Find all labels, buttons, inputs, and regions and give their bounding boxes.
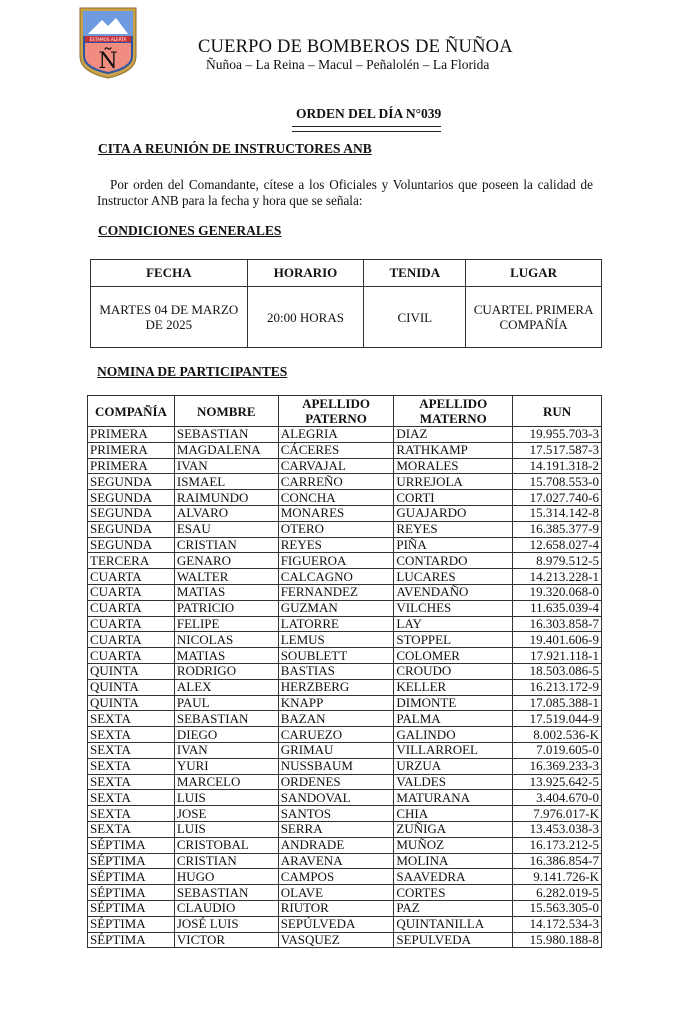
order-title-underline [292,126,441,132]
cell-apellido-materno: REYES [394,521,513,537]
cell-apellido-paterno: RIUTOR [278,900,394,916]
cell-run: 15.980.188-8 [513,932,602,948]
cell-nombre: RAIMUNDO [174,490,278,506]
cell-nombre: IVAN [174,458,278,474]
cell-apellido-materno: URREJOLA [394,474,513,490]
table-row [88,711,602,727]
cell-nombre: ALVARO [174,505,278,521]
cell-tenida: CIVIL [364,287,466,348]
cell-apellido-paterno: HERZBERG [278,679,394,695]
conditions-heading: CONDICIONES GENERALES [98,223,282,238]
cell-compania: QUINTA [88,663,175,679]
table-row [88,900,602,916]
cell-apellido-materno: CORTES [394,885,513,901]
cell-apellido-paterno: ANDRADE [278,837,394,853]
cell-nombre: NICOLAS [174,632,278,648]
header-apellido-paterno: APELLIDO PATERNO [278,396,394,427]
cell-run: 8.979.512-5 [513,553,602,569]
table-row [88,790,602,806]
cell-run: 8.002.536-K [513,727,602,743]
table-row [88,427,602,443]
cell-compania: SEGUNDA [88,490,175,506]
cell-nombre: ALEX [174,679,278,695]
table-row [88,821,602,837]
participants-body [88,427,602,948]
cell-apellido-paterno: CONCHA [278,490,394,506]
cell-run: 9.141.726-K [513,869,602,885]
cell-apellido-materno: MUÑOZ [394,837,513,853]
cell-nombre: ISMAEL [174,474,278,490]
cell-apellido-paterno: CARUEZO [278,727,394,743]
cell-apellido-materno: VILLARROEL [394,742,513,758]
cell-compania: SÉPTIMA [88,837,175,853]
cell-compania: SEGUNDA [88,537,175,553]
cell-compania: PRIMERA [88,458,175,474]
logo-letter: Ñ [98,49,118,74]
cell-compania: SEXTA [88,742,175,758]
cell-apellido-paterno: CAMPOS [278,869,394,885]
cell-run: 14.191.318-2 [513,458,602,474]
cell-apellido-materno: DIAZ [394,427,513,443]
cell-apellido-paterno: SANTOS [278,806,394,822]
cell-nombre: RODRIGO [174,663,278,679]
organization-name: CUERPO DE BOMBEROS DE ÑUÑOA [198,37,513,57]
table-row [88,853,602,869]
fire-department-crest-logo [78,6,138,80]
cell-run: 17.519.044-9 [513,711,602,727]
cell-apellido-paterno: SERRA [278,821,394,837]
cell-compania: SÉPTIMA [88,885,175,901]
header-lugar: LUGAR [466,260,602,287]
order-title: ORDEN DEL DÍA N°039 [296,106,442,121]
cell-nombre: MATIAS [174,648,278,664]
communes-line: Ñuñoa – La Reina – Macul – Peñalolén – La Florida [206,57,490,72]
meeting-heading: CITA A REUNIÓN DE INSTRUCTORES ANB [98,141,372,156]
cell-nombre: VICTOR [174,932,278,948]
cell-compania: TERCERA [88,553,175,569]
cell-compania: SEXTA [88,711,175,727]
table-row [88,758,602,774]
cell-apellido-paterno: ORDENES [278,774,394,790]
table-row [88,695,602,711]
cell-nombre: CRISTOBAL [174,837,278,853]
cell-apellido-paterno: BAZAN [278,711,394,727]
cell-compania: SEGUNDA [88,505,175,521]
header-run: RUN [513,396,602,427]
cell-apellido-paterno: NUSSBAUM [278,758,394,774]
cell-apellido-materno: RATHKAMP [394,442,513,458]
cell-apellido-paterno: MONARES [278,505,394,521]
cell-nombre: HUGO [174,869,278,885]
cell-nombre: SEBASTIAN [174,427,278,443]
cell-apellido-materno: AVENDAÑO [394,584,513,600]
cell-apellido-materno: COLOMER [394,648,513,664]
cell-apellido-materno: CONTARDO [394,553,513,569]
cell-apellido-materno: CROUDO [394,663,513,679]
table-row [88,648,602,664]
cell-apellido-paterno: KNAPP [278,695,394,711]
cell-nombre: FELIPE [174,616,278,632]
cell-run: 7.976.017-K [513,806,602,822]
cell-compania: SÉPTIMA [88,900,175,916]
cell-run: 12.658.027-4 [513,537,602,553]
cell-run: 7.019.605-0 [513,742,602,758]
cell-apellido-materno: SEPULVEDA [394,932,513,948]
cell-apellido-materno: LAY [394,616,513,632]
participants-heading: NOMINA DE PARTICIPANTES [97,364,288,379]
table-row [88,458,602,474]
cell-apellido-paterno: OTERO [278,521,394,537]
conditions-row [91,287,602,348]
cell-apellido-materno: URZUA [394,758,513,774]
table-row [88,727,602,743]
cell-compania: CUARTA [88,600,175,616]
cell-run: 16.385.377-9 [513,521,602,537]
table-row [88,584,602,600]
table-row [88,869,602,885]
cell-run: 17.921.118-1 [513,648,602,664]
cell-apellido-paterno: SANDOVAL [278,790,394,806]
table-row [88,537,602,553]
cell-apellido-paterno: ALEGRIA [278,427,394,443]
conditions-header-row [91,260,602,287]
cell-run: 11.635.039-4 [513,600,602,616]
cell-nombre: LUIS [174,821,278,837]
meeting-paragraph: Por orden del Comandante, cítese a los Oficiales y Voluntarios que poseen la calidad de Instructor ANB para la fecha y hora que se señala: [97,177,593,208]
cell-nombre: SEBASTIAN [174,711,278,727]
cell-apellido-paterno: CÁCERES [278,442,394,458]
cell-apellido-materno: SAAVEDRA [394,869,513,885]
cell-compania: PRIMERA [88,442,175,458]
cell-nombre: CLAUDIO [174,900,278,916]
cell-apellido-paterno: LATORRE [278,616,394,632]
cell-nombre: MAGDALENA [174,442,278,458]
table-row [88,679,602,695]
cell-apellido-paterno: FIGUEROA [278,553,394,569]
cell-apellido-materno: PALMA [394,711,513,727]
cell-run: 17.085.388-1 [513,695,602,711]
cell-apellido-paterno: ARAVENA [278,853,394,869]
cell-nombre: JOSE [174,806,278,822]
cell-run: 19.320.068-0 [513,584,602,600]
cell-run: 15.708.553-0 [513,474,602,490]
cell-compania: SEGUNDA [88,521,175,537]
cell-apellido-materno: STOPPEL [394,632,513,648]
cell-apellido-paterno: BASTIAS [278,663,394,679]
cell-fecha: MARTES 04 DE MARZO DE 2025 [91,287,248,348]
cell-apellido-paterno: VASQUEZ [278,932,394,948]
cell-nombre: SEBASTIAN [174,885,278,901]
cell-apellido-materno: MATURANA [394,790,513,806]
cell-apellido-materno: PIÑA [394,537,513,553]
table-row [88,632,602,648]
cell-compania: CUARTA [88,569,175,585]
cell-run: 14.213.228-1 [513,569,602,585]
cell-run: 18.503.086-5 [513,663,602,679]
cell-compania: CUARTA [88,648,175,664]
cell-nombre: DIEGO [174,727,278,743]
cell-compania: CUARTA [88,584,175,600]
cell-apellido-materno: MORALES [394,458,513,474]
table-row [88,474,602,490]
table-row [88,505,602,521]
cell-nombre: GENARO [174,553,278,569]
cell-apellido-paterno: SEPÚLVEDA [278,916,394,932]
cell-nombre: MATIAS [174,584,278,600]
cell-run: 6.282.019-5 [513,885,602,901]
header-tenida: TENIDA [364,260,466,287]
header-compania: COMPAÑÍA [88,396,175,427]
cell-apellido-materno: CORTI [394,490,513,506]
cell-run: 17.027.740-6 [513,490,602,506]
cell-nombre: PATRICIO [174,600,278,616]
cell-nombre: PAUL [174,695,278,711]
cell-run: 19.401.606-9 [513,632,602,648]
cell-horario: 20:00 HORAS [247,287,364,348]
cell-apellido-materno: PAZ [394,900,513,916]
cell-apellido-paterno: CALCAGNO [278,569,394,585]
cell-run: 16.173.212-5 [513,837,602,853]
table-row [88,774,602,790]
cell-apellido-paterno: CARVAJAL [278,458,394,474]
table-row [88,442,602,458]
cell-apellido-materno: DIMONTE [394,695,513,711]
cell-compania: SÉPTIMA [88,916,175,932]
cell-run: 15.314.142-8 [513,505,602,521]
cell-nombre: IVAN [174,742,278,758]
cell-compania: SEGUNDA [88,474,175,490]
cell-nombre: CRISTIAN [174,537,278,553]
cell-compania: QUINTA [88,679,175,695]
cell-apellido-paterno: SOUBLETT [278,648,394,664]
cell-compania: SÉPTIMA [88,932,175,948]
cell-apellido-materno: QUINTANILLA [394,916,513,932]
cell-nombre: ESAU [174,521,278,537]
table-row [88,600,602,616]
cell-compania: SÉPTIMA [88,869,175,885]
table-row [88,521,602,537]
cell-run: 16.303.858-7 [513,616,602,632]
cell-compania: SEXTA [88,727,175,743]
table-row [88,837,602,853]
cell-apellido-paterno: GRIMAU [278,742,394,758]
cell-compania: SEXTA [88,758,175,774]
cell-apellido-materno: VILCHES [394,600,513,616]
cell-run: 13.453.038-3 [513,821,602,837]
cell-apellido-paterno: LEMUS [278,632,394,648]
cell-compania: QUINTA [88,695,175,711]
cell-nombre: LUIS [174,790,278,806]
cell-apellido-paterno: REYES [278,537,394,553]
cell-apellido-paterno: CARREÑO [278,474,394,490]
header-fecha: FECHA [91,260,248,287]
cell-run: 16.213.172-9 [513,679,602,695]
table-row [88,569,602,585]
cell-run: 14.172.534-3 [513,916,602,932]
cell-compania: CUARTA [88,616,175,632]
cell-run: 17.517.587-3 [513,442,602,458]
participants-header-row [88,396,602,427]
table-row [88,885,602,901]
cell-apellido-materno: LUCARES [394,569,513,585]
cell-run: 19.955.703-3 [513,427,602,443]
cell-run: 13.925.642-5 [513,774,602,790]
cell-run: 16.369.233-3 [513,758,602,774]
cell-compania: SEXTA [88,790,175,806]
cell-compania: SEXTA [88,774,175,790]
table-row [88,932,602,948]
table-row [88,553,602,569]
cell-compania: SEXTA [88,806,175,822]
cell-run: 16.386.854-7 [513,853,602,869]
cell-nombre: YURI [174,758,278,774]
logo-banner-text: ESTAMOS ALERTA [89,36,127,42]
cell-apellido-materno: MOLINA [394,853,513,869]
cell-apellido-paterno: FERNANDEZ [278,584,394,600]
header-nombre: NOMBRE [174,396,278,427]
cell-apellido-materno: KELLER [394,679,513,695]
table-row [88,490,602,506]
cell-apellido-paterno: OLAVE [278,885,394,901]
cell-lugar: CUARTEL PRIMERA COMPAÑÍA [466,287,602,348]
participants-table [87,395,602,948]
cell-apellido-materno: VALDES [394,774,513,790]
table-row [88,916,602,932]
cell-apellido-materno: GUAJARDO [394,505,513,521]
cell-nombre: JOSÉ LUIS [174,916,278,932]
cell-apellido-materno: ZUÑIGA [394,821,513,837]
table-row [88,663,602,679]
cell-compania: SEXTA [88,821,175,837]
cell-apellido-materno: CHIA [394,806,513,822]
header-horario: HORARIO [247,260,364,287]
cell-run: 3.404.670-0 [513,790,602,806]
conditions-table [90,259,602,348]
cell-compania: SÉPTIMA [88,853,175,869]
cell-nombre: CRISTIAN [174,853,278,869]
table-row [88,806,602,822]
cell-nombre: MARCELO [174,774,278,790]
cell-apellido-materno: GALINDO [394,727,513,743]
cell-compania: PRIMERA [88,427,175,443]
cell-run: 15.563.305-0 [513,900,602,916]
cell-compania: CUARTA [88,632,175,648]
table-row [88,616,602,632]
header-apellido-materno: APELLIDO MATERNO [394,396,513,427]
cell-apellido-paterno: GUZMAN [278,600,394,616]
table-row [88,742,602,758]
cell-nombre: WALTER [174,569,278,585]
